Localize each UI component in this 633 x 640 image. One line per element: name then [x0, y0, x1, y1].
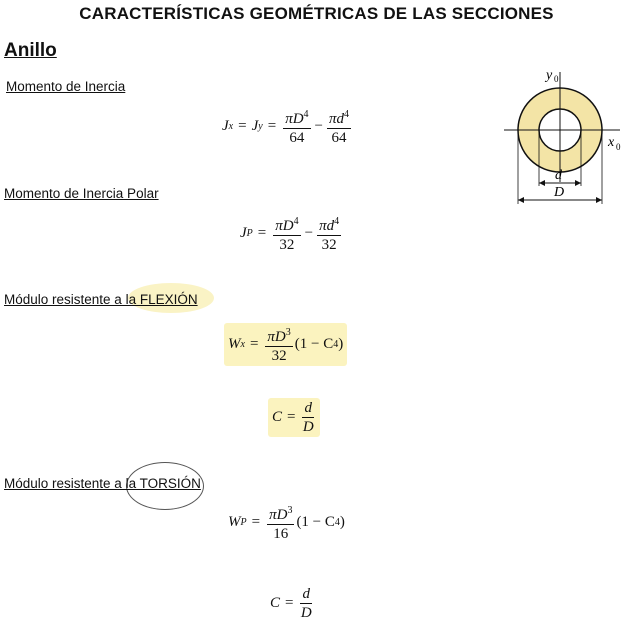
fraction	[300, 586, 312, 621]
formula-c-ratio-torsion	[270, 586, 314, 621]
formula-c-ratio-flexion	[268, 398, 320, 437]
fraction-denominator: 32	[271, 348, 287, 364]
fraction-numerator: d	[302, 586, 310, 602]
formula-sub: P	[246, 228, 253, 239]
fraction-denominator: D	[300, 605, 312, 621]
fraction	[302, 400, 314, 435]
exponent: 4	[344, 109, 350, 120]
page-title: CARACTERÍSTICAS GEOMÉTRICAS DE LAS SECCIONES	[79, 4, 554, 23]
x-axis-label: x	[608, 135, 615, 150]
fraction	[267, 503, 294, 542]
exponent: 4	[293, 216, 299, 227]
fraction-denominator: 16	[273, 526, 289, 542]
heading-torsion-modulus: Módulo resistente a la TORSIÓN	[4, 476, 201, 491]
formula-tail: (1 − C	[296, 514, 335, 530]
formula-polar-inertia	[240, 214, 343, 253]
formula-lhs: J	[222, 118, 229, 134]
formula-close: )	[338, 336, 344, 352]
fraction-numerator: πD	[267, 329, 286, 345]
fraction-denominator: 64	[331, 130, 347, 146]
formula-lhs: W	[228, 514, 241, 530]
formula-eq: =	[285, 595, 294, 611]
formula-minus: −	[304, 225, 314, 241]
y-axis-label: y	[546, 68, 553, 83]
fraction-numerator: πD	[275, 218, 294, 234]
fraction-numerator: πd	[329, 111, 345, 127]
section-title: Anillo	[4, 40, 57, 61]
formula-sub: y	[258, 121, 263, 132]
heading-polar-inertia: Momento de Inercia Polar	[4, 186, 159, 201]
fraction-numerator: πd	[319, 218, 335, 234]
formula-sub: P	[240, 517, 247, 528]
fraction-numerator: πD	[285, 111, 304, 127]
fraction-denominator: 32	[279, 237, 295, 253]
formula-eq: =	[287, 409, 296, 425]
inner-dimension-label: d	[555, 168, 562, 183]
exponent: 4	[334, 216, 340, 227]
fraction	[317, 214, 341, 253]
formula-eq: =	[257, 225, 267, 241]
formula-lhs: W	[228, 336, 241, 352]
formula-sub: x	[228, 121, 234, 132]
fraction-numerator: πD	[269, 507, 288, 523]
exponent: 4	[333, 339, 339, 350]
fraction-numerator: d	[304, 400, 312, 416]
formula-close: )	[339, 514, 345, 530]
heading-flexion-modulus: Módulo resistente a la FLEXIÓN	[4, 292, 198, 307]
fraction-denominator: 32	[321, 237, 337, 253]
formula-eq: =	[249, 336, 259, 352]
ring-diagram	[498, 58, 630, 208]
x-axis-subscript: 0	[616, 142, 621, 152]
formula-lhs: J	[251, 118, 259, 134]
outer-dimension-label: D	[554, 185, 565, 200]
formula-lhs: J	[240, 225, 247, 241]
formula-eq: =	[267, 118, 277, 134]
formula-minus: −	[314, 118, 324, 134]
fraction-denominator: 64	[289, 130, 305, 146]
fraction	[273, 214, 300, 253]
exponent: 3	[285, 327, 291, 338]
formula-sub: x	[240, 339, 245, 350]
fraction	[283, 107, 310, 146]
formula-lhs: C	[272, 409, 283, 425]
fraction	[327, 107, 351, 146]
formula-tail: (1 − C	[294, 336, 334, 352]
exponent: 4	[334, 517, 340, 528]
heading-inertia: Momento de Inercia	[6, 79, 126, 94]
formula-flexion-modulus	[224, 323, 347, 366]
formula-eq: =	[238, 118, 247, 134]
fraction-denominator: D	[302, 419, 314, 435]
exponent: 3	[287, 505, 293, 516]
exponent: 4	[303, 109, 309, 120]
fraction	[265, 325, 292, 364]
formula-torsion-modulus	[228, 503, 345, 542]
y-axis-subscript: 0	[554, 74, 559, 84]
formula-inertia	[222, 107, 353, 146]
formula-eq: =	[251, 514, 261, 530]
formula-lhs: C	[270, 595, 281, 611]
